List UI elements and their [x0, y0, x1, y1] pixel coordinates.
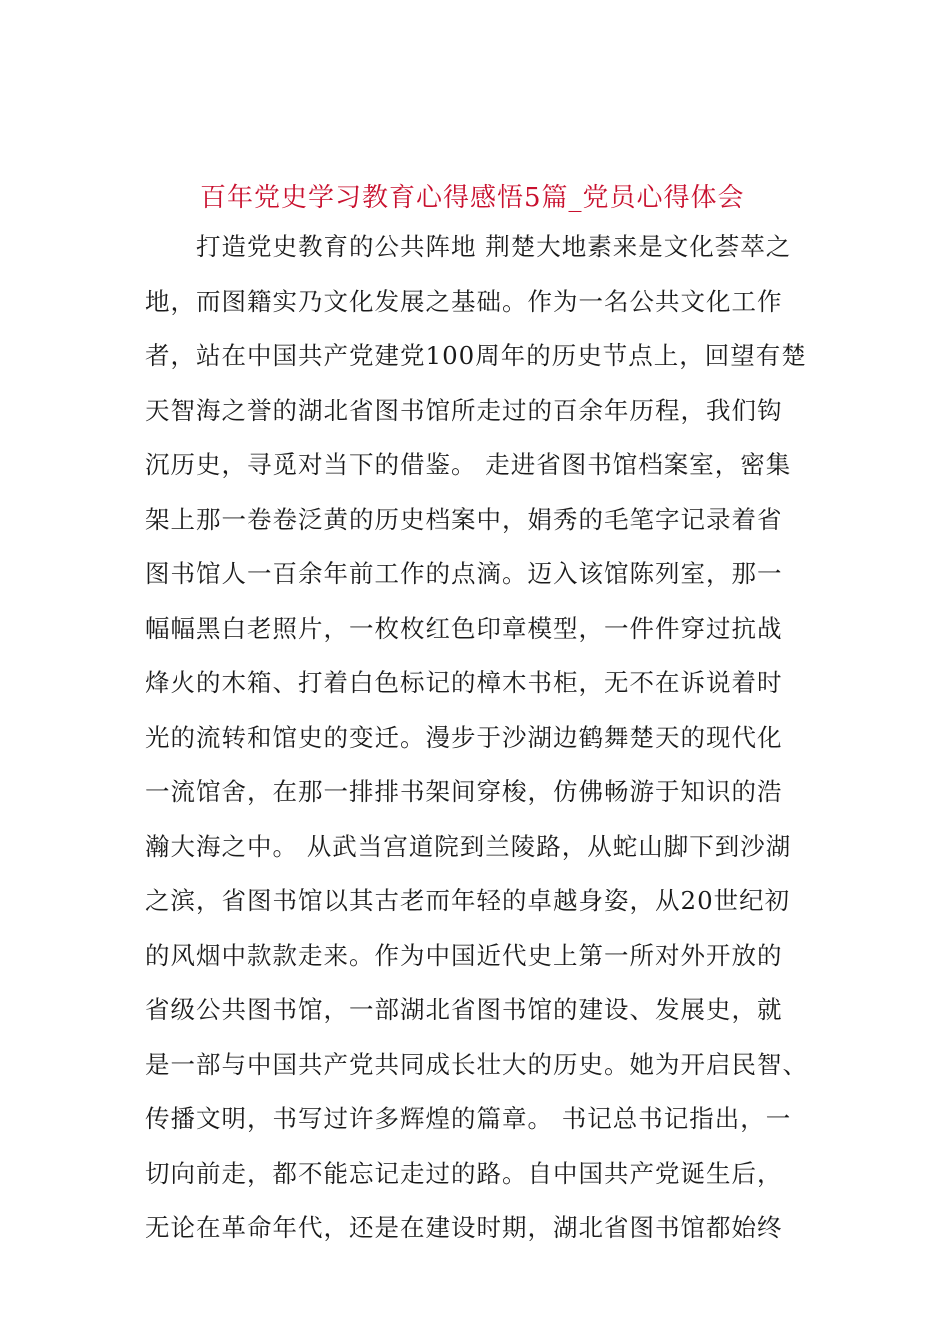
page-title: 百年党史学习教育心得感悟5篇_党员心得体会 [200, 183, 745, 213]
body-line: 光的流转和馆史的变迁。漫步于沙湖边鹤舞楚天的现代化 [145, 722, 783, 752]
body-paragraph [145, 220, 825, 1256]
body-line: 沉历史，寻觅对当下的借鉴。 走进省图书馆档案室，密集 [145, 450, 792, 479]
body-line: 打造党史教育的公共阵地 荆楚大地素来是文化荟萃之 [145, 232, 792, 261]
body-line: 烽火的木箱、打着白色标记的樟木书柜，无不在诉说着时 [145, 668, 783, 697]
body-line: 一流馆舍，在那一排排书架间穿梭，仿佛畅游于知识的浩 [145, 777, 783, 806]
body-line: 切向前走，都不能忘记走过的路。自中国共产党诞生后， [145, 1158, 783, 1188]
body-line: 的风烟中款款走来。作为中国近代史上第一所对外开放的 [145, 940, 783, 970]
body-line: 地，而图籍实乃文化发展之基础。作为一名公共文化工作 [145, 286, 783, 316]
body-line: 天智海之誉的湖北省图书馆所走过的百余年历程，我们钩 [145, 395, 783, 425]
body-line: 幅幅黑白老照片，一枚枚红色印章模型，一件件穿过抗战 [145, 613, 783, 643]
body-line: 瀚大海之中。 从武当宫道院到兰陵路，从蛇山脚下到沙湖 [145, 831, 792, 861]
body-line: 无论在革命年代，还是在建设时期，湖北省图书馆都始终 [145, 1213, 783, 1242]
body-line: 架上那一卷卷泛黄的历史档案中，娟秀的毛笔字记录着省 [145, 504, 783, 534]
body-line: 传播文明，书写过许多辉煌的篇章。 书记总书记指出，一 [145, 1104, 792, 1133]
body-line: 图书馆人一百余年前工作的点滴。迈入该馆陈列室，那一 [145, 559, 783, 588]
body-line: 省级公共图书馆，一部湖北省图书馆的建设、发展史，就 [145, 995, 783, 1024]
body-line: 之滨，省图书馆以其古老而年轻的卓越身姿，从20世纪初 [145, 886, 791, 915]
body-line: 是一部与中国共产党共同成长壮大的历史。她为开启民智、 [145, 1049, 808, 1079]
body-line: 者，站在中国共产党建党100周年的历史节点上，回望有楚 [145, 341, 807, 370]
